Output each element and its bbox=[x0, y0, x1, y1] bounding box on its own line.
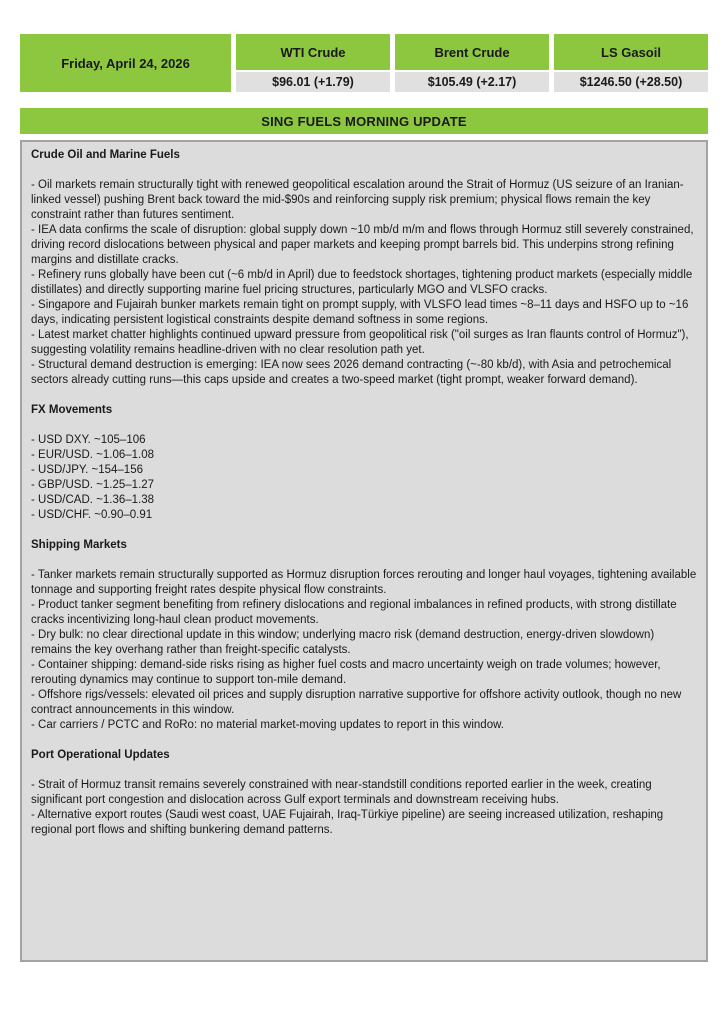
section-heading-shipping-markets: Shipping Markets bbox=[31, 539, 127, 551]
bullet-item: - Tanker markets remain structurally supported as Hormuz disruption forces rerouting and longer haul voyages, tightening available tonnage and supporting freight rates despite physical flow constraints. bbox=[31, 569, 697, 596]
bullet-item: - Alternative export routes (Saudi west coast, UAE Fujairah, Iraq-Türkiye pipeline) are seeing increased utilization, reshaping regional port flows and shifting bunkering demand patterns. bbox=[31, 809, 664, 836]
bullet-item: - USD/JPY. ~154–156 bbox=[31, 464, 143, 476]
price-header-ls-gasoil: LS Gasoil bbox=[554, 34, 708, 70]
price-value-ls-gasoil: $1246.50 (+28.50) bbox=[554, 72, 708, 92]
bullet-item: - Car carriers / PCTC and RoRo: no material market-moving updates to report in this window. bbox=[31, 719, 504, 731]
bullet-item: - EUR/USD. ~1.06–1.08 bbox=[31, 449, 155, 461]
bullet-item: - Strait of Hormuz transit remains severely constrained with near-standstill conditions reported earlier in the week, creating significant port congestion and dislocation across Gulf export terminals and downstream receiving hubs. bbox=[31, 779, 652, 806]
date-cell: Friday, April 24, 2026 bbox=[20, 34, 231, 92]
section-heading-port-operational-updates: Port Operational Updates bbox=[31, 749, 170, 761]
report-title: SING FUELS MORNING UPDATE bbox=[20, 108, 708, 134]
bullet-item: - Latest market chatter highlights continued upward pressure from geopolitical risk ("oil surges as Iran flaunts control of Hormuz"), suggesting volatility remains headline-driven with no clear resolution path yet. bbox=[31, 329, 689, 356]
bullet-item: - Product tanker segment benefiting from refinery dislocations and regional imbalances in refined products, with strong distillate cracks incentivizing long-haul clean product movements. bbox=[31, 599, 677, 626]
price-value-wti-crude: $96.01 (+1.79) bbox=[236, 72, 390, 92]
bullet-item: - USD/CAD. ~1.36–1.38 bbox=[31, 494, 155, 506]
bullet-item: - Container shipping: demand-side risks rising as higher fuel costs and macro uncertainty weigh on trade volumes; however, rerouting dynamics may continue to support ton-mile demand. bbox=[31, 659, 661, 686]
section-heading-fx-movements: FX Movements bbox=[31, 404, 113, 416]
price-header-wti-crude: WTI Crude bbox=[236, 34, 390, 70]
price-header-brent-crude: Brent Crude bbox=[395, 34, 549, 70]
section-heading-crude-oil-and-marine-fuels: Crude Oil and Marine Fuels bbox=[31, 149, 180, 161]
bullet-item: - Refinery runs globally have been cut (~6 mb/d in April) due to feedstock shortages, tightening product markets (especially middle distillates) and directly supporting marine fuel pricing structures, particularly MGO and VLSFO cracks. bbox=[31, 269, 693, 296]
bullet-item: - Oil markets remain structurally tight with renewed geopolitical escalation around the Strait of Hormuz (US seizure of an Iranian-linked vessel) pushing Brent back toward the mid-$90s and reinforcing supply risk premium; physical flows remain the key constraint rather than futures sentiment. bbox=[31, 179, 684, 221]
bullet-item: - Structural demand destruction is emerging: IEA now sees 2026 demand contracting (~-80 kb/d), with Asia and petrochemical sectors already cutting runs—this caps upside and creates a two-speed market (tight prompt, weaker forward demand). bbox=[31, 359, 672, 386]
bullet-item: - USD DXY. ~105–106 bbox=[31, 434, 146, 446]
price-table bbox=[20, 34, 708, 92]
bullet-item: - Offshore rigs/vessels: elevated oil prices and supply disruption narrative supportive for offshore activity outlook, though no new contract announcements in this window. bbox=[31, 689, 682, 716]
bullet-item: - Singapore and Fujairah bunker markets remain tight on prompt supply, with VLSFO lead times ~8–11 days and HSFO up to ~16 days, indicating persistent logistical constraints despite demand softness in some regions. bbox=[31, 299, 689, 326]
bullet-item: - IEA data confirms the scale of disruption: global supply down ~10 mb/d m/m and flows through Hormuz still severely constrained, driving record dislocations between physical and paper markets and keeping prompt barrels bid. This underpins strong refining margins and distillate cracks. bbox=[31, 224, 694, 266]
report-body bbox=[20, 140, 708, 962]
price-value-brent-crude: $105.49 (+2.17) bbox=[395, 72, 549, 92]
bullet-item: - Dry bulk: no clear directional update in this window; underlying macro risk (demand destruction, energy-driven slowdown) remains the key overhang rather than freight-specific catalysts. bbox=[31, 629, 655, 656]
bullet-item: - GBP/USD. ~1.25–1.27 bbox=[31, 479, 155, 491]
bullet-item: - USD/CHF. ~0.90–0.91 bbox=[31, 509, 153, 521]
